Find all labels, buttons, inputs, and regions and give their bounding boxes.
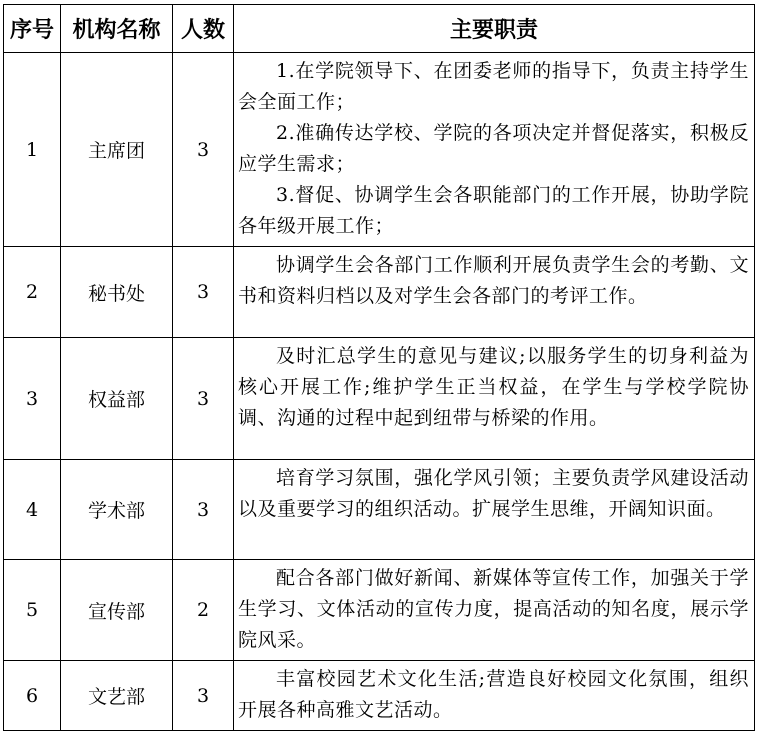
row-index: 2 <box>4 247 61 338</box>
row-org-name: 宣传部 <box>61 560 173 661</box>
table-row <box>4 460 755 560</box>
row-duties <box>234 53 755 247</box>
duty-paragraph: 丰富校园艺术文化生活;营造良好校园文化氛围，组织开展各种高雅文艺活动。 <box>238 668 749 721</box>
row-index: 4 <box>4 460 61 560</box>
row-duties <box>234 338 755 460</box>
row-index: 1 <box>4 53 61 247</box>
table-header-row <box>4 5 755 53</box>
row-index: 6 <box>4 661 61 731</box>
row-org-name: 文艺部 <box>61 661 173 731</box>
duty-paragraph: 2.准确传达学校、学院的各项决定并督促落实，积极反应学生需求； <box>238 122 749 175</box>
row-org-name: 主席团 <box>61 53 173 247</box>
table-row <box>4 53 755 247</box>
row-count: 3 <box>173 338 234 460</box>
row-duties <box>234 460 755 560</box>
row-org-name: 学术部 <box>61 460 173 560</box>
header-index: 序号 <box>4 5 61 53</box>
row-index: 3 <box>4 338 61 460</box>
row-count: 3 <box>173 460 234 560</box>
row-duties <box>234 661 755 731</box>
table-row <box>4 661 755 731</box>
duty-paragraph: 协调学生会各部门工作顺利开展负责学生会的考勤、文书和资料归档以及对学生会各部门的考评工作。 <box>238 254 749 307</box>
row-org-name: 秘书处 <box>61 247 173 338</box>
duty-paragraph: 培育学习氛围，强化学风引领；主要负责学风建设活动以及重要学习的组织活动。扩展学生思维，开阔知识面。 <box>238 467 749 520</box>
row-count: 3 <box>173 53 234 247</box>
row-count: 2 <box>173 560 234 661</box>
row-count: 3 <box>173 661 234 731</box>
duty-paragraph: 配合各部门做好新闻、新媒体等宣传工作，加强关于学生学习、文体活动的宣传力度，提高活动的知名度，展示学院风采。 <box>238 567 749 651</box>
table-row <box>4 338 755 460</box>
row-count: 3 <box>173 247 234 338</box>
table-row <box>4 560 755 661</box>
org-duty-table <box>3 4 755 731</box>
duty-paragraph: 1.在学院领导下、在团委老师的指导下，负责主持学生会全面工作； <box>238 60 749 113</box>
header-duties: 主要职责 <box>234 5 755 53</box>
table-row <box>4 247 755 338</box>
header-org-name: 机构名称 <box>61 5 173 53</box>
duty-paragraph: 3.督促、协调学生会各职能部门的工作开展，协助学院各年级开展工作； <box>238 184 749 237</box>
row-duties <box>234 247 755 338</box>
row-index: 5 <box>4 560 61 661</box>
row-org-name: 权益部 <box>61 338 173 460</box>
duty-paragraph: 及时汇总学生的意见与建议;以服务学生的切身利益为核心开展工作;维护学生正当权益，在学生与学校学院协调、沟通的过程中起到纽带与桥梁的作用。 <box>238 345 749 429</box>
header-count: 人数 <box>173 5 234 53</box>
row-duties <box>234 560 755 661</box>
